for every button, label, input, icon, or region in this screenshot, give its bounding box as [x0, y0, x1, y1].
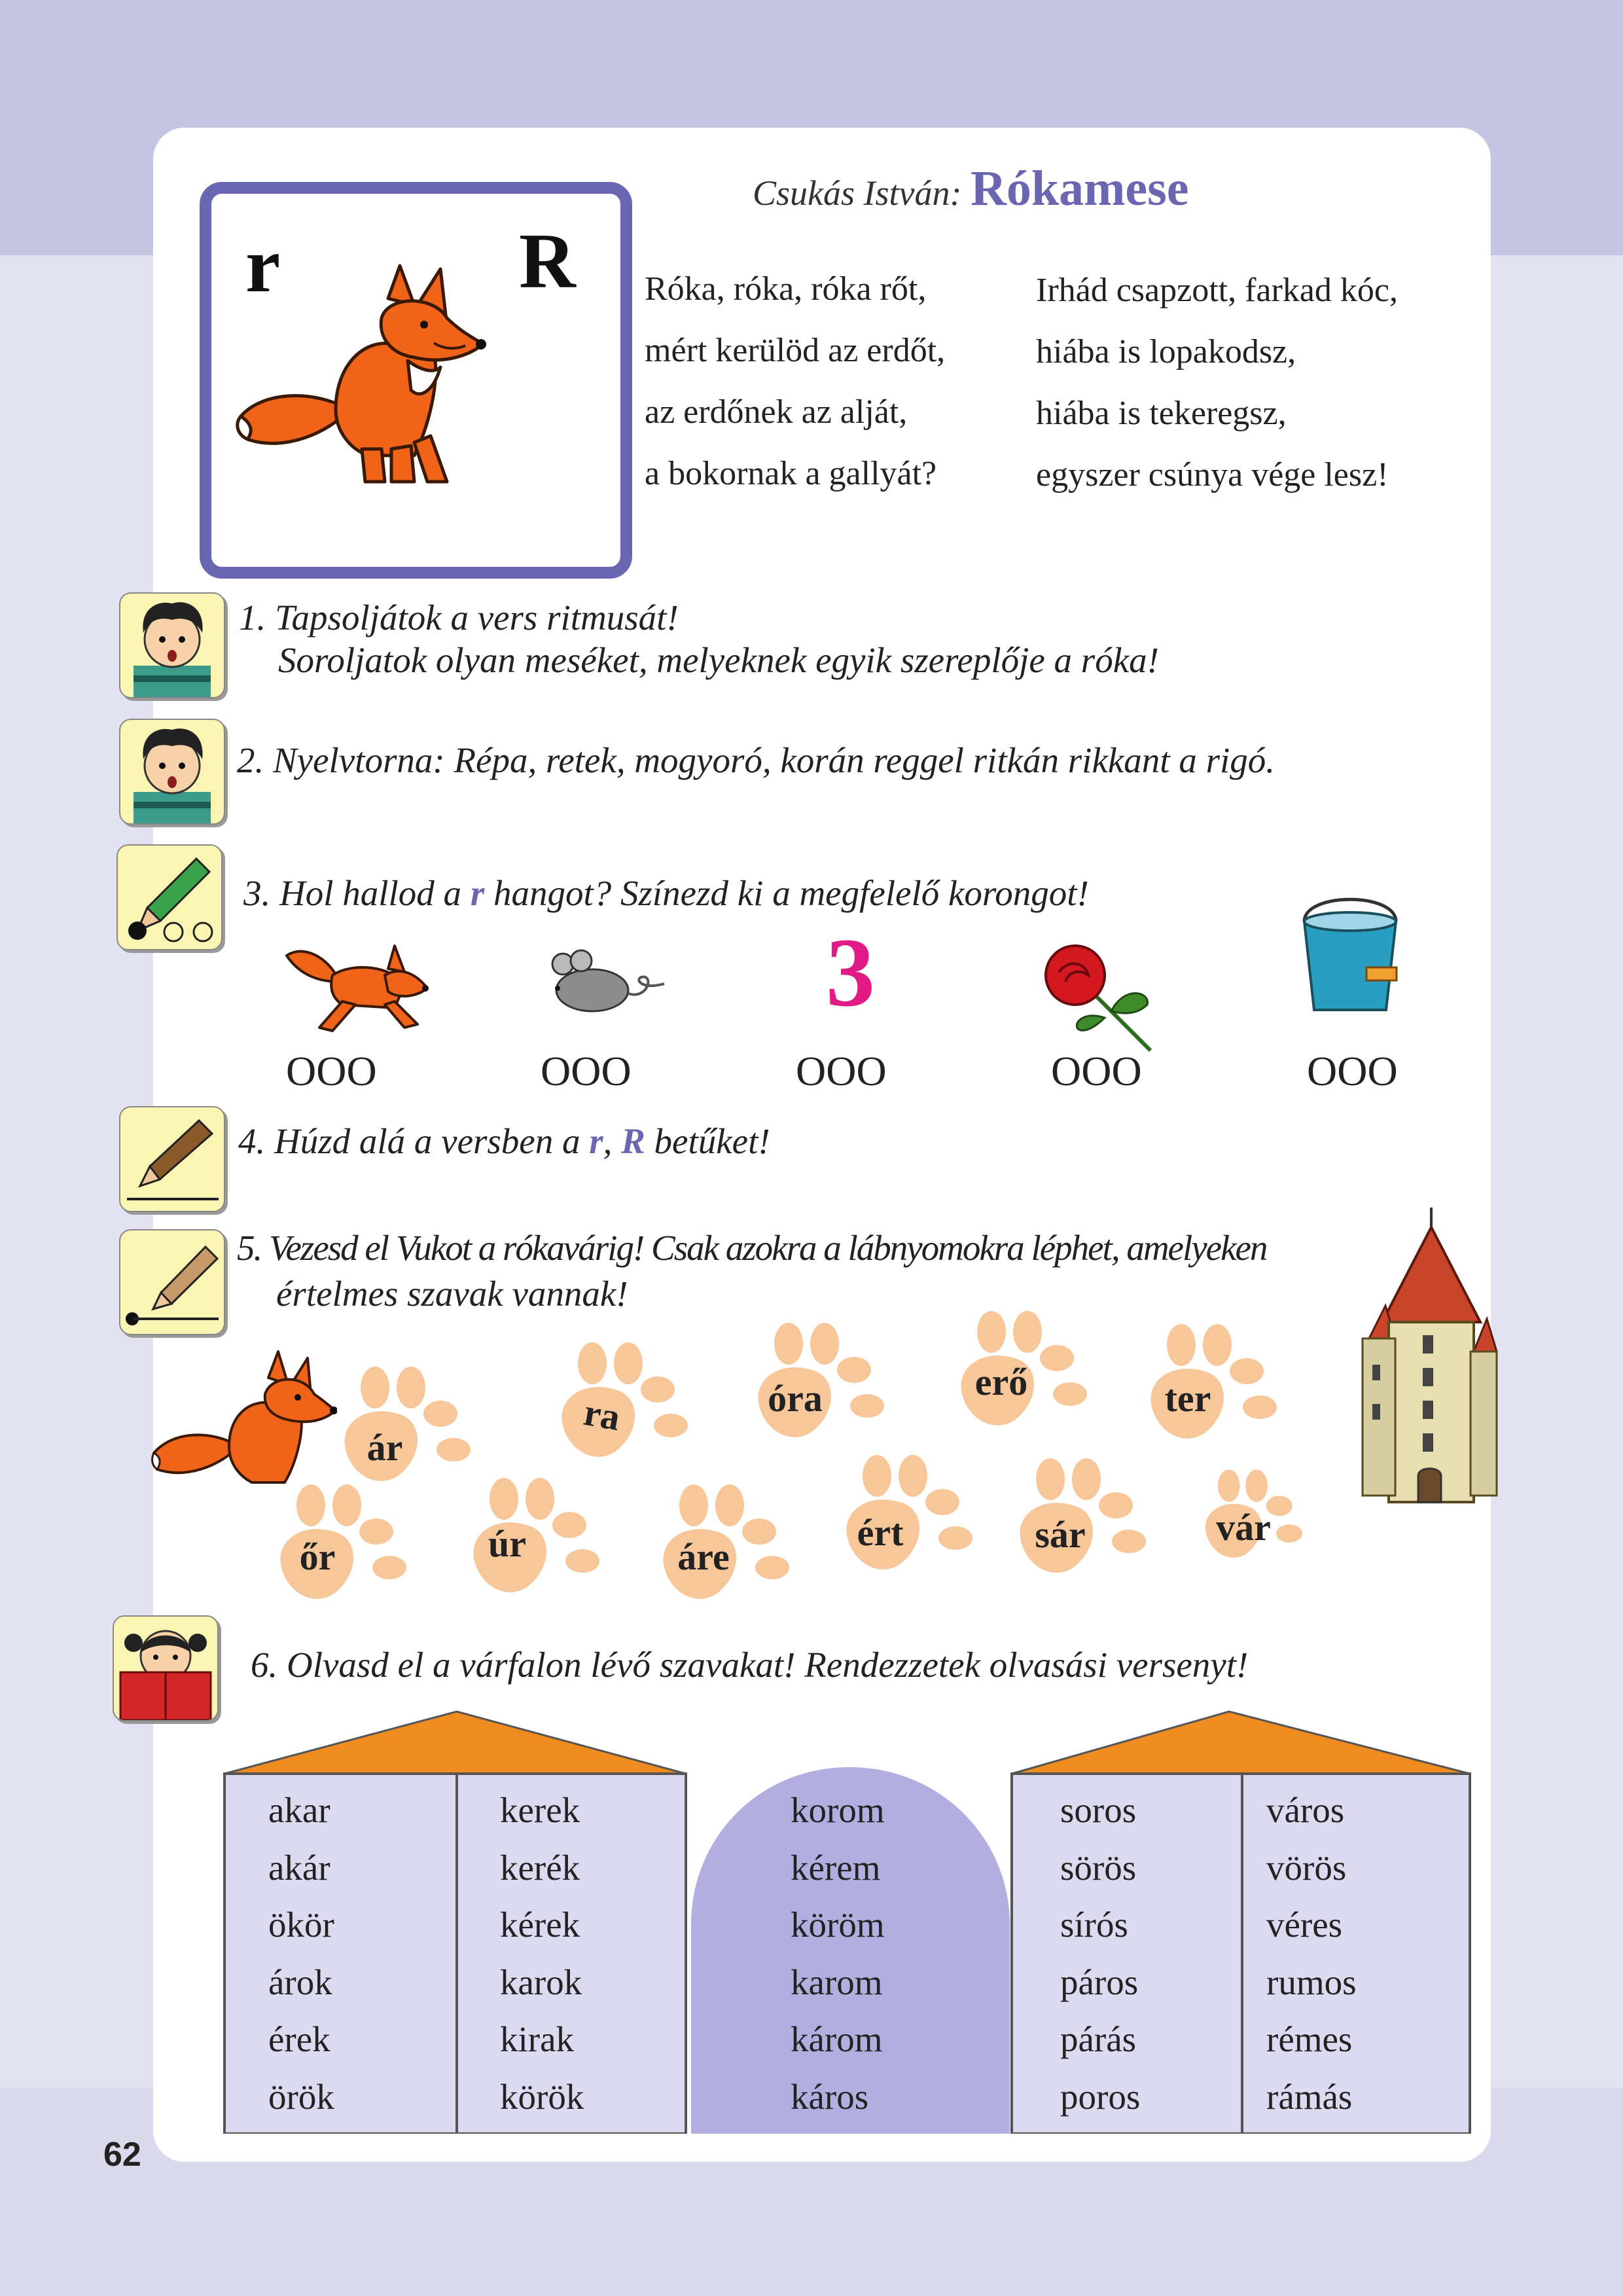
wall-word: kerék	[500, 1847, 580, 1888]
wall-word: árok	[268, 1962, 332, 2002]
wall-column-5	[1266, 1782, 1357, 2125]
wall-word: karom	[791, 1962, 883, 2002]
wall-word: örök	[268, 2076, 334, 2117]
circle-group[interactable]: OOO	[796, 1048, 887, 1094]
bucket-icon	[1294, 895, 1406, 1016]
poem-line: hiába is tekeregsz,	[1036, 395, 1287, 432]
wall-word: város	[1266, 1790, 1345, 1830]
wall-word: kirak	[500, 2019, 575, 2059]
speaking-child-icon	[119, 719, 225, 825]
poem-line: mért kerülöd az erdőt,	[645, 332, 946, 369]
poem-line: hiába is lopakodsz,	[1036, 333, 1296, 370]
poem-stanza-1	[645, 259, 945, 505]
task-5-line-2: értelmes szavak vannak!	[276, 1274, 628, 1314]
fox-icon	[147, 1348, 337, 1499]
poem-author: Csukás István:	[753, 173, 962, 213]
wall-word: káros	[791, 2076, 869, 2117]
highlight-letter: r	[589, 1121, 603, 1161]
wall-word: páros	[1060, 1962, 1139, 2002]
paw-word: őr	[299, 1535, 336, 1578]
wall-word: karok	[500, 1962, 582, 2002]
wall-word: akar	[268, 1790, 330, 1830]
wall-word: akár	[268, 1847, 330, 1888]
letter-lowercase: r	[245, 221, 281, 308]
poem-line: Róka, róka, róka rőt,	[645, 270, 927, 308]
circle-group[interactable]: OOO	[1307, 1048, 1398, 1094]
paw-word: úr	[488, 1522, 526, 1565]
poem-line: Irhád csapzott, farkad kóc,	[1036, 272, 1398, 309]
paw-word: óra	[768, 1377, 823, 1420]
paw-word: ár	[366, 1426, 403, 1469]
wall-word: rémes	[1266, 2019, 1353, 2059]
wall-word: károm	[791, 2019, 883, 2059]
task-6-text: 6. Olvasd el a várfalon lévő szavakat! Rendezzetek olvasási versenyt!	[251, 1645, 1249, 1685]
poem-stanza-2	[1036, 260, 1398, 506]
poem-line: a bokornak a gallyát?	[645, 455, 937, 492]
wall-word: érek	[268, 2019, 330, 2059]
wall-column-3	[791, 1782, 885, 2125]
paw-word: vár	[1216, 1506, 1271, 1549]
wall-word: kérek	[500, 1905, 580, 1945]
page-number: 62	[103, 2136, 141, 2174]
task-3-text-b: hangot? Színezd ki a megfelelő korongot!	[484, 873, 1089, 913]
wall-word: véres	[1266, 1905, 1343, 1945]
task-4-text	[238, 1121, 770, 1162]
paw-word: áre	[677, 1535, 730, 1578]
pencil-circles-icon	[116, 844, 223, 950]
wall-word: rumos	[1266, 1962, 1357, 2002]
wall-word: vörös	[1266, 1847, 1347, 1888]
paw-word: ter	[1164, 1377, 1211, 1420]
speaking-child-icon	[119, 592, 225, 698]
highlight-letter: r	[470, 873, 485, 913]
fox-icon	[224, 259, 512, 508]
castle-tower-icon	[1349, 1208, 1500, 1509]
rose-icon	[1033, 939, 1164, 1054]
task-2-text: 2. Nyelvtorna: Répa, retek, mogyoró, korán reggel ritkán rikkant a rigó.	[237, 740, 1275, 780]
fox-icon	[280, 936, 431, 1034]
paw-word: ért	[857, 1511, 904, 1554]
poem-title: Rókamese	[970, 161, 1189, 216]
task-1-line-1: 1. Tapsoljátok a vers ritmusát!	[239, 598, 679, 637]
circle-group[interactable]: OOO	[286, 1048, 377, 1094]
pencil-path-icon	[119, 1229, 225, 1335]
wall-word: kerek	[500, 1790, 580, 1830]
wall-word: poros	[1060, 2076, 1141, 2117]
task-4-sep: ,	[603, 1121, 622, 1161]
poem-line: egyszer csúnya vége lesz!	[1036, 456, 1389, 493]
wall-word: korom	[791, 1790, 885, 1830]
task-4-text-a: 4. Húzd alá a versben a	[238, 1121, 590, 1161]
highlight-letter: R	[621, 1121, 645, 1161]
paw-word: erő	[974, 1361, 1028, 1403]
task-3-text-a: 3. Hol hallod a	[243, 873, 471, 913]
wall-word: sírós	[1060, 1905, 1128, 1945]
wall-word: kérem	[791, 1847, 881, 1888]
paw-word: ra	[580, 1390, 624, 1439]
wall-word: soros	[1060, 1790, 1137, 1830]
task-5-line-1: 5. Vezesd el Vukot a rókavárig! Csak azokra a lábnyomokra léphet, amelyeken	[237, 1228, 1267, 1268]
wall-word: körök	[500, 2076, 584, 2117]
paw-word: sár	[1035, 1513, 1086, 1556]
wall-word: sörös	[1060, 1847, 1137, 1888]
circle-group[interactable]: OOO	[1051, 1048, 1142, 1094]
poem-heading	[753, 160, 1188, 217]
mouse-icon	[543, 948, 668, 1020]
wall-column-2	[500, 1782, 584, 2125]
wall-word: rámás	[1266, 2076, 1353, 2117]
wall-word: köröm	[791, 1905, 885, 1945]
task-4-text-b: betűket!	[645, 1121, 770, 1161]
wall-word: párás	[1060, 2019, 1137, 2059]
task-3-text	[243, 872, 1089, 914]
pencil-underline-icon	[119, 1106, 225, 1212]
wall-column-4	[1060, 1782, 1140, 2125]
letter-uppercase: R	[519, 217, 576, 304]
wall-column-1	[268, 1782, 334, 2125]
wall-word: ökör	[268, 1905, 334, 1945]
letter-box	[200, 182, 632, 579]
task-1-line-2: Soroljatok olyan meséket, melyeknek egyik szereplője a róka!	[278, 640, 1159, 680]
number-three: 3	[826, 918, 875, 1027]
circle-group[interactable]: OOO	[541, 1048, 632, 1094]
reading-child-icon	[113, 1615, 219, 1721]
poem-line: az erdőnek az alját,	[645, 393, 908, 431]
